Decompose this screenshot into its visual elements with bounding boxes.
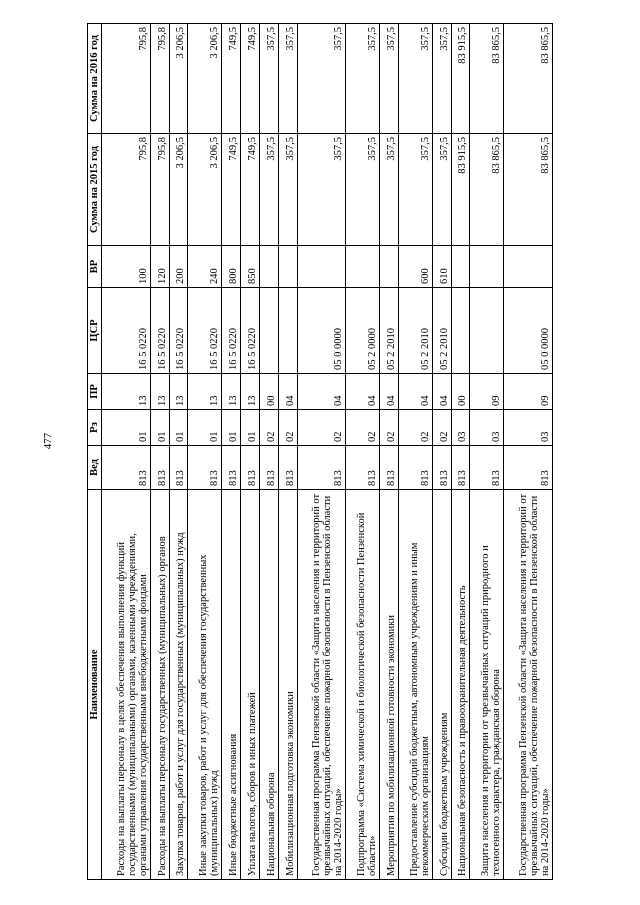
ved-cell: 813 [380, 446, 399, 490]
sum-2016-cell: 357,5 [278, 24, 297, 134]
sum-2015-cell: 357,5 [432, 134, 451, 246]
pr-cell: 00 [451, 374, 470, 410]
rz-cell: 02 [346, 410, 380, 446]
vr-cell: 200 [169, 246, 188, 288]
sum-2015-cell: 357,5 [346, 134, 380, 246]
pr-cell: 09 [470, 374, 504, 410]
sum-2015-cell: 3 206,5 [188, 134, 222, 246]
ved-cell: 813 [504, 446, 553, 490]
vr-cell [297, 246, 346, 288]
table-row [470, 24, 504, 880]
sum-2016-cell: 357,5 [432, 24, 451, 134]
csr-cell: 16 5 0220 [169, 288, 188, 374]
table-header [88, 24, 102, 880]
table-row [380, 24, 399, 880]
table-row [241, 24, 260, 880]
sum-2016-cell: 83 915,5 [451, 24, 470, 134]
sum-2015-cell: 357,5 [380, 134, 399, 246]
vr-cell [380, 246, 399, 288]
header-sum-2015: Сумма на 2015 год [88, 134, 102, 246]
rz-cell: 01 [222, 410, 241, 446]
header-name: Наименование [88, 490, 102, 880]
table-row [188, 24, 222, 880]
row-name-cell: Государственная программа Пензенской области «Защита населения и территорий от чрезвычайных ситуаций, обеспечение пожарной безопасности в Пензенской области на 2014-2020 годы» [297, 490, 346, 880]
pr-cell: 04 [432, 374, 451, 410]
csr-cell [451, 288, 470, 374]
vr-cell: 120 [150, 246, 169, 288]
table-row [451, 24, 470, 880]
row-name-cell: Защита населения и территории от чрезвычайных ситуаций природного и техногенного характера, гражданская оборона [470, 490, 504, 880]
ved-cell: 813 [398, 446, 432, 490]
budget-table-wrapper [87, 24, 553, 880]
sum-2015-cell: 357,5 [259, 134, 278, 246]
csr-cell: 05 2 0000 [346, 288, 380, 374]
row-name-cell: Субсидии бюджетным учреждениям [432, 490, 451, 880]
pr-cell: 13 [188, 374, 222, 410]
row-name-cell: Расходы на выплаты персоналу государственных (муниципальных) органов [150, 490, 169, 880]
csr-cell: 05 0 0000 [504, 288, 553, 374]
ved-cell: 813 [188, 446, 222, 490]
vr-cell [278, 246, 297, 288]
csr-cell: 16 5 0220 [188, 288, 222, 374]
sum-2016-cell: 795,8 [150, 24, 169, 134]
header-rz: Рз [88, 410, 102, 446]
row-name-cell: Расходы на выплаты персоналу в целях обеспечения выполнения функций государственными (муниципальными) органами, казенными учреждениями, органами управления государственными внебюджетными фондами [102, 490, 151, 880]
ved-cell: 813 [346, 446, 380, 490]
csr-cell: 05 2 2010 [380, 288, 399, 374]
rz-cell: 03 [451, 410, 470, 446]
csr-cell: 16 5 0220 [102, 288, 151, 374]
csr-cell [278, 288, 297, 374]
row-name-cell: Мероприятия по мобилизационной готовности экономики [380, 490, 399, 880]
csr-cell [259, 288, 278, 374]
pr-cell: 13 [241, 374, 260, 410]
table-row [102, 24, 151, 880]
table-body [102, 24, 553, 880]
rz-cell: 02 [398, 410, 432, 446]
row-name-cell: Закупка товаров, работ и услуг для государственных (муниципальных) нужд [169, 490, 188, 880]
sum-2016-cell: 83 865,5 [504, 24, 553, 134]
header-vr: ВР [88, 246, 102, 288]
row-name-cell: Подпрограмма «Система химической и биологической безопасности Пензенской области» [346, 490, 380, 880]
sum-2015-cell: 357,5 [278, 134, 297, 246]
sum-2016-cell: 357,5 [398, 24, 432, 134]
rz-cell: 02 [380, 410, 399, 446]
rz-cell: 01 [102, 410, 151, 446]
ved-cell: 813 [102, 446, 151, 490]
vr-cell: 240 [188, 246, 222, 288]
vr-cell: 600 [398, 246, 432, 288]
sum-2016-cell: 83 865,5 [470, 24, 504, 134]
sum-2016-cell: 3 206,5 [169, 24, 188, 134]
ved-cell: 813 [259, 446, 278, 490]
sum-2016-cell: 749,5 [222, 24, 241, 134]
rz-cell: 01 [150, 410, 169, 446]
table-row [222, 24, 241, 880]
sum-2016-cell: 749,5 [241, 24, 260, 134]
pr-cell: 09 [504, 374, 553, 410]
pr-cell: 00 [259, 374, 278, 410]
table-row [346, 24, 380, 880]
ved-cell: 813 [451, 446, 470, 490]
pr-cell: 04 [297, 374, 346, 410]
rz-cell: 01 [241, 410, 260, 446]
ved-cell: 813 [222, 446, 241, 490]
sum-2015-cell: 795,8 [150, 134, 169, 246]
sum-2016-cell: 357,5 [346, 24, 380, 134]
pr-cell: 04 [346, 374, 380, 410]
header-pr: ПР [88, 374, 102, 410]
row-name-cell: Уплата налогов, сборов и иных платежей [241, 490, 260, 880]
csr-cell: 16 5 0220 [241, 288, 260, 374]
table-row [432, 24, 451, 880]
header-ved: Вед [88, 446, 102, 490]
sum-2016-cell: 357,5 [380, 24, 399, 134]
row-name-cell: Иные закупки товаров, работ и услуг для обеспечения государственных (муниципальных) нужд [188, 490, 222, 880]
rz-cell: 02 [432, 410, 451, 446]
sum-2015-cell: 83 865,5 [504, 134, 553, 246]
vr-cell: 800 [222, 246, 241, 288]
sum-2015-cell: 83 915,5 [451, 134, 470, 246]
sum-2016-cell: 3 206,5 [188, 24, 222, 134]
csr-cell: 16 5 0220 [222, 288, 241, 374]
sum-2016-cell: 357,5 [259, 24, 278, 134]
ved-cell: 813 [432, 446, 451, 490]
rz-cell: 01 [188, 410, 222, 446]
table-row [169, 24, 188, 880]
csr-cell: 05 2 2010 [398, 288, 432, 374]
csr-cell [470, 288, 504, 374]
table-row [278, 24, 297, 880]
pr-cell: 04 [278, 374, 297, 410]
row-name-cell: Национальная безопасность и правоохранительная деятельность [451, 490, 470, 880]
vr-cell [451, 246, 470, 288]
csr-cell: 05 0 0000 [297, 288, 346, 374]
rz-cell: 01 [169, 410, 188, 446]
row-name-cell: Предоставление субсидий бюджетным, автономным учреждениям и иным некоммерческим организациям [398, 490, 432, 880]
ved-cell: 813 [150, 446, 169, 490]
table-row [297, 24, 346, 880]
rz-cell: 03 [504, 410, 553, 446]
csr-cell: 05 2 2010 [432, 288, 451, 374]
row-name-cell: Мобилизационная подготовка экономики [278, 490, 297, 880]
table-row [398, 24, 432, 880]
table-row [150, 24, 169, 880]
sum-2015-cell: 3 206,5 [169, 134, 188, 246]
table-row [259, 24, 278, 880]
ved-cell: 813 [241, 446, 260, 490]
vr-cell [259, 246, 278, 288]
header-row [88, 24, 102, 880]
budget-table [87, 23, 553, 880]
vr-cell: 610 [432, 246, 451, 288]
sum-2016-cell: 357,5 [297, 24, 346, 134]
ved-cell: 813 [278, 446, 297, 490]
csr-cell: 16 5 0220 [150, 288, 169, 374]
header-sum-2016: Сумма на 2016 год [88, 24, 102, 134]
sum-2015-cell: 749,5 [241, 134, 260, 246]
rz-cell: 03 [470, 410, 504, 446]
rz-cell: 02 [278, 410, 297, 446]
vr-cell [346, 246, 380, 288]
vr-cell: 850 [241, 246, 260, 288]
rz-cell: 02 [259, 410, 278, 446]
pr-cell: 04 [380, 374, 399, 410]
sum-2015-cell: 357,5 [297, 134, 346, 246]
sum-2015-cell: 795,8 [102, 134, 151, 246]
sum-2016-cell: 795,8 [102, 24, 151, 134]
sum-2015-cell: 749,5 [222, 134, 241, 246]
rz-cell: 02 [297, 410, 346, 446]
pr-cell: 13 [150, 374, 169, 410]
row-name-cell: Национальная оборона [259, 490, 278, 880]
sum-2015-cell: 357,5 [398, 134, 432, 246]
vr-cell [470, 246, 504, 288]
vr-cell [504, 246, 553, 288]
ved-cell: 813 [470, 446, 504, 490]
header-csr: ЦСР [88, 288, 102, 374]
ved-cell: 813 [169, 446, 188, 490]
pr-cell: 04 [398, 374, 432, 410]
pr-cell: 13 [222, 374, 241, 410]
ved-cell: 813 [297, 446, 346, 490]
row-name-cell: Иные бюджетные ассигнования [222, 490, 241, 880]
page-number: 477 [42, 432, 54, 450]
table-row [504, 24, 553, 880]
vr-cell: 100 [102, 246, 151, 288]
row-name-cell: Государственная программа Пензенской области «Защита населения и территорий от чрезвычайных ситуаций, обеспечение пожарной безопасности в Пензенской области на 2014-2020 годы» [504, 490, 553, 880]
pr-cell: 13 [169, 374, 188, 410]
pr-cell: 13 [102, 374, 151, 410]
sum-2015-cell: 83 865,5 [470, 134, 504, 246]
